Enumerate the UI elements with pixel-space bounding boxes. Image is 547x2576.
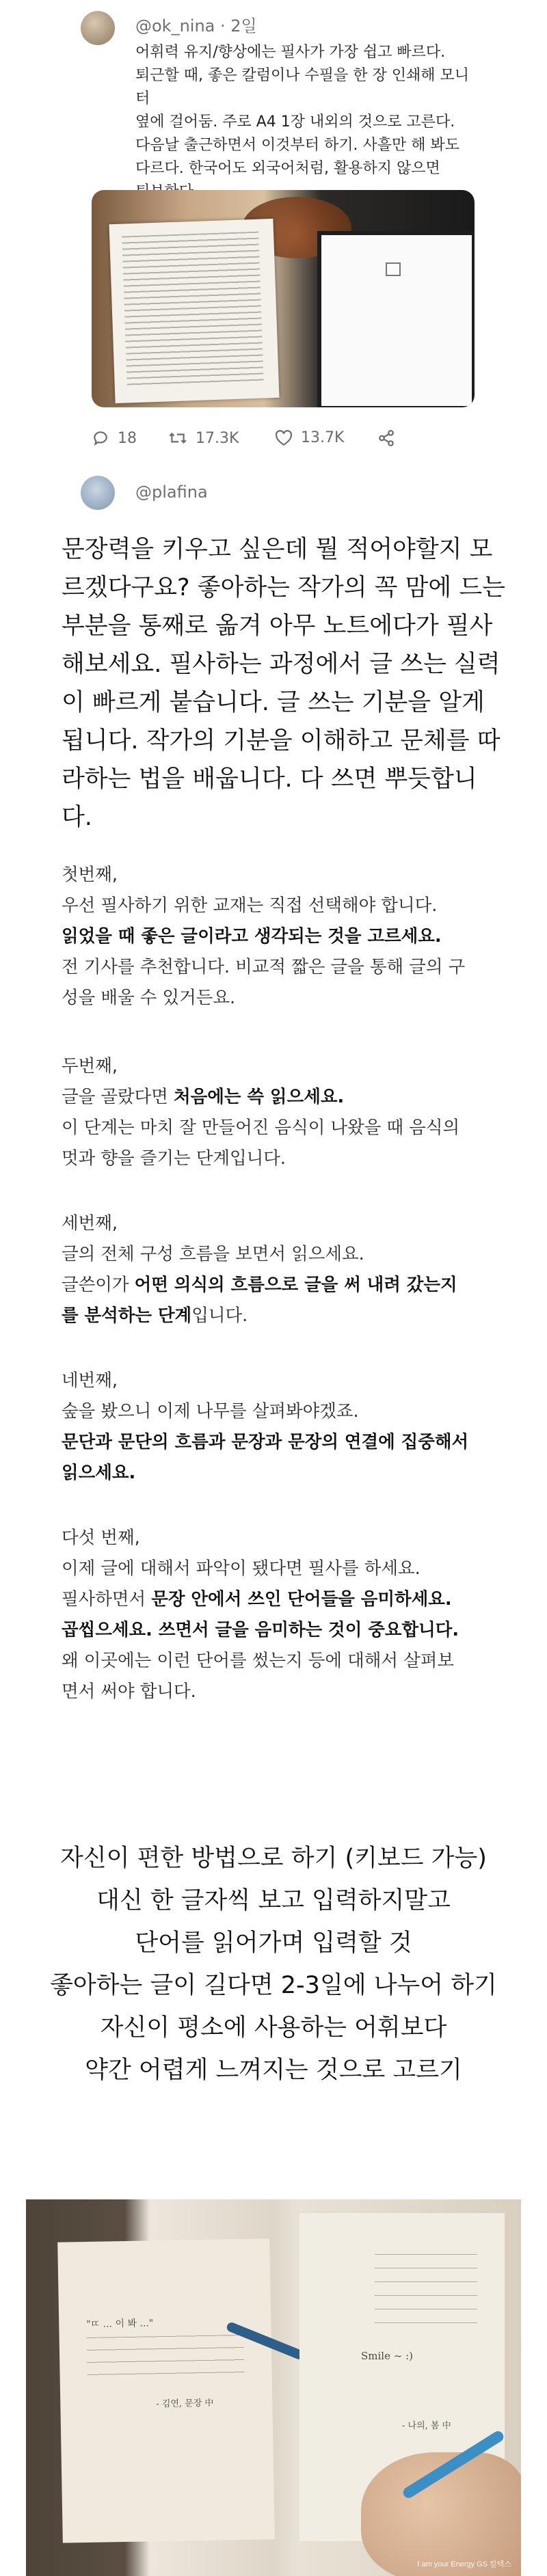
step-bold: 를 분석하는 단계	[62, 1305, 192, 1326]
step-line: 글쓴이가 어떤 의식의 흐름으로 글을 써 내려 갔는지	[62, 1275, 457, 1295]
tweet1-line: 퇴근할 때, 좋은 칼럼이나 수필을 한 장 인쇄해 모니터	[135, 67, 469, 107]
printed-page	[109, 219, 280, 403]
notebook-left-page	[57, 2238, 275, 2543]
like-icon	[275, 430, 293, 446]
step-bold: 문장 안에서 쓰인 단어들을 음미하세요.	[151, 1589, 452, 1610]
handwriting-right: Smile ~ :)	[361, 2350, 413, 2362]
tweet1-line: 어휘력 유지/향상에는 필사가 가장 쉽고 빠르다.	[135, 44, 446, 61]
step-line: 글의 전체 구성 흐름을 보면서 읽으세요.	[62, 1244, 364, 1264]
step-line: 전 기사를 추천합니다. 비교적 짧은 글을 통해 글의 구	[62, 957, 466, 977]
tweet1-line: 다음날 출근하면서 이것부터 하기. 사흘만 해 봐도	[135, 137, 459, 154]
tip-item: 좋아하는 글이 길다면 2-3일에 나누어 하기	[50, 1972, 497, 1999]
step-line: 이제 글에 대해서 파악이 됐다면 필사를 하세요.	[62, 1558, 421, 1579]
step-4	[62, 1366, 526, 1489]
step-title: 첫번째,	[62, 865, 118, 885]
step-title: 두번째,	[62, 1056, 118, 1076]
step-line: 우선 필사하기 위한 교재는 직접 선택해야 합니다.	[62, 895, 438, 916]
step-line-bold: 읽었을 때 좋은 글이라고 생각되는 것을 고르세요.	[62, 926, 442, 947]
retweet-count: 17.3K	[196, 429, 239, 447]
step-title: 세번째,	[62, 1213, 118, 1234]
step-line: 필사하면서 문장 안에서 쓰인 단어들을 음미하세요.	[62, 1589, 452, 1610]
reply-button[interactable]	[92, 429, 137, 447]
step-line-bold: 읽으세요.	[62, 1463, 136, 1483]
tweet1-avatar[interactable]	[81, 11, 115, 45]
tweet1-text	[135, 41, 477, 204]
step-2	[62, 1051, 526, 1174]
step-line: 글을 골랐다면 처음에는 쓱 읽으세요.	[62, 1087, 345, 1107]
reply-icon	[92, 429, 109, 447]
tweet1-header	[135, 12, 257, 36]
step-line: 멋과 향을 즐기는 단계입니다.	[62, 1148, 286, 1169]
handwriting-right-sign: - 나의, 봄 中	[402, 2421, 451, 2431]
step-line-bold: 곱씹으세요. 쓰면서 글을 음미하는 것이 중요합니다.	[62, 1620, 459, 1640]
tip-item: 자신이 평소에 사용하는 어휘보다	[100, 2014, 447, 2042]
tip-item: 단어를 읽어가며 입력할 것	[135, 1929, 412, 1957]
reply-count: 18	[118, 429, 137, 447]
retweet-icon	[168, 429, 187, 447]
handwriting-left: "ㄸ ... 이 봐 ..."	[86, 2318, 154, 2331]
share-icon	[377, 429, 395, 447]
step-bold: 어떤 의식의 흐름으로 글을 써 내려 갔는지	[134, 1275, 457, 1295]
tip-item: 약간 어렵게 느껴지는 것으로 고르기	[85, 2057, 462, 2084]
like-count: 13.7K	[301, 429, 345, 446]
tweet1-time[interactable]: · 2일	[220, 16, 257, 36]
step-3	[62, 1208, 526, 1331]
intro-paragraph: 문장력을 키우고 싶은데 뭘 적어야할지 모르겠다구요? 좋아하는 작가의 꼭 맘에 드는 부분을 통째로 옮겨 아무 노트에다가 필사해보세요. 필사하는 과정에서 글 쓰는 실력이 빠르게 붙습니다. 글 쓰는 기분을 알게 됩니다. 작가의 기분을 이해하고 문체를 따라하는 법을 배웁니다. 다 쓰면 뿌듯합니다.	[62, 536, 505, 831]
like-button[interactable]	[275, 429, 344, 446]
step-title: 네번째,	[62, 1370, 118, 1391]
step-bold: 처음에는 쓱 읽으세요.	[174, 1087, 345, 1107]
tweet1-handle[interactable]: @ok_nina	[135, 16, 215, 36]
step-line-bold: 문단과 문단의 흐름과 문장과 문장의 연결에 집중해서	[62, 1432, 469, 1452]
step-title: 다섯 번째,	[62, 1528, 140, 1548]
step-line: 이 단계는 마치 잘 만들어진 음식이 나왔을 때 음식의	[62, 1117, 460, 1138]
step-5	[62, 1523, 526, 1707]
step-line: 왜 이곳에는 이런 단어를 썼는지 등에 대해서 살펴보	[62, 1651, 455, 1671]
step-line: 성을 배울 수 있거든요.	[62, 988, 236, 1008]
tips-list	[0, 1837, 547, 2091]
tweet1-line: 옆에 걸어둠. 주로 A4 1장 내외의 것으로 고른다.	[135, 113, 455, 131]
step-1	[62, 860, 526, 1014]
step-line: 를 분석하는 단계입니다.	[62, 1305, 248, 1326]
share-button[interactable]	[377, 429, 395, 447]
monitor-screen	[317, 231, 475, 407]
tweet2-avatar[interactable]	[81, 476, 115, 510]
tip-item: 자신이 편한 방법으로 하기 (키보드 가능)	[60, 1845, 487, 1872]
tip-item: 대신 한 글자씩 보고 입력하지말고	[96, 1887, 451, 1914]
retweet-button[interactable]	[168, 429, 239, 447]
tweet1-photo[interactable]	[92, 190, 475, 407]
tweet1-actions	[92, 429, 475, 452]
tweet1-line: 다르다. 한국어도 외국어처럼, 활용하지 않으면	[135, 160, 440, 177]
watermark: I am your Energy GS 칼텍스	[417, 2560, 511, 2568]
tweet2-handle[interactable]: @plafina	[135, 483, 208, 502]
notebook-photo[interactable]	[26, 2199, 521, 2576]
step-line: 숲을 봤으니 이제 나무를 살펴봐야겠죠.	[62, 1401, 359, 1422]
step-line: 면서 써야 합니다.	[62, 1681, 196, 1702]
handwriting-left-sign: - 김연, 문장 中	[156, 2398, 214, 2410]
